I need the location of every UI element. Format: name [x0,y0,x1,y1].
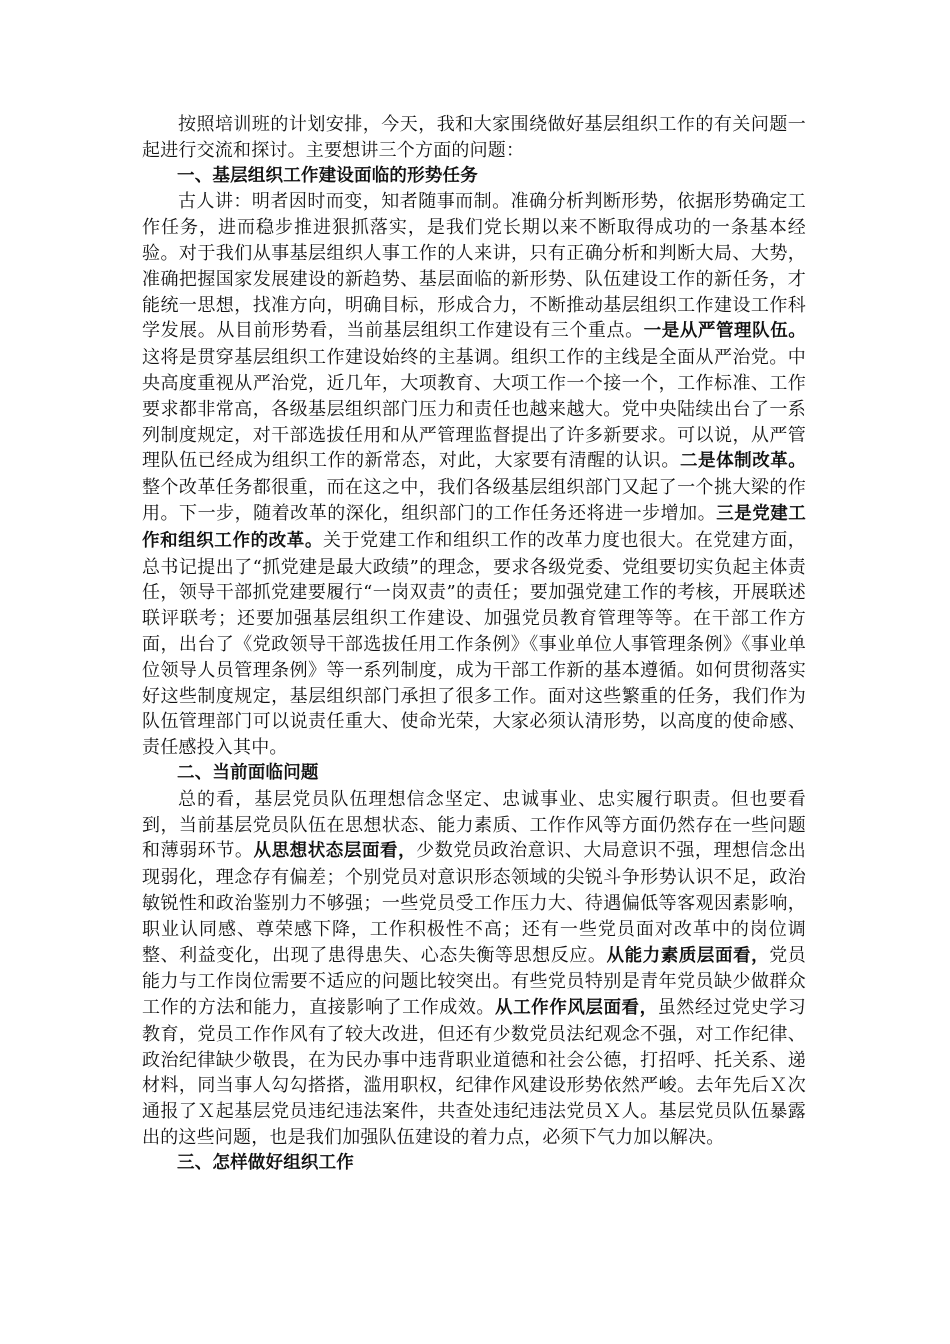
key-point-1: 一是从严管理队伍。 [643,321,806,342]
section-2-text-d: 党员能力与工作岗位需要不适应的问题比较突出。有些党员特别是青年党员缺少做群众工作的方法和能力，直接影响了工作成效。 [142,944,806,1019]
section-2-text-e: 虽然经过党史学习教育，党员工作作风有了较大改进，但还有少数党员法纪观念不强，对工作纪律、政治纪律缺少敬畏，在为民办事中违背职业道德和社会公德，打招呼、托关系、递材料，同当事人勾勾搭搭，滥用职权，纪律作风建设形势依然严峻。去年先后Ｘ次通报了Ｘ起基层党员违纪违法案件，共查处违纪违法党员Ｘ人。基层党员队伍暴露出的这些问题，也是我们加强队伍建设的着力点，必须下气力加以解决。 [142,997,806,1149]
aspect-ability: 从能力素质层面看， [606,945,770,966]
aspect-thinking: 从思想状态层面看， [253,841,417,862]
document-body [142,112,806,1177]
intro-paragraph: 按照培训班的计划安排，今天，我和大家围绕做好基层组织工作的有关问题一起进行交流和探讨。主要想讲三个方面的问题： [142,114,806,161]
key-point-3: 三是党建工作和组织工作的改革。 [142,503,806,551]
section-2-text-c: 少数党员政治意识、大局意识不强，理想信念出现弱化，理念存有偏差；个别党员对意识形态领域的尖锐斗争形势认识不足，政治敏锐性和政治鉴别力不够强；一些党员受工作压力大、待遇偏低等客观因素影响，职业认同感、尊荣感下降，工作积极性不高；还有一些党员面对改革中的岗位调整、利益变化，出现了患得患失、心态失衡等思想反应。 [142,840,806,966]
section-1-text-d: 整个改革任务都很重，而在这之中，我们各级基层组织部门又起了一个挑大梁的作用。下一步，随着改革的深化，组织部门的工作任务还将进一步增加。 [142,477,806,524]
section-1-text-c: 这将是贯穿基层组织工作建设始终的主基调。组织工作的主线是全面从严治党。中央高度重视从严治党，近几年，大项教育、大项工作一个接一个，工作标准、工作要求都非常高，各级基层组织部门压力和责任也越来越大。党中央陆续出台了一系列制度规定，对干部选拔任用和从严管理监督提出了许多新要求。可以说，从严管理队伍已经成为组织工作的新常态，对此，大家要有清醒的认识。 [142,347,806,472]
section-1-heading: 一、基层组织工作建设面临的形势任务 [177,165,478,186]
section-1-text-a: 古人讲：明者因时而变，知者随事而制。准确分析判断形势，依据形势确定工作任务，进而稳步推进狠抓落实，是我们党长期以来不断取得成功的一条基本经验。对于我们从事基层组织人事工作的人来讲，只有正确分析和判断大局、大势，准确把握国家发展建设的新趋势、基层面临的新形势、队伍建设工作的新任务，才能统一思想，找准方向，明确目标，形成合力，不断推动基层组织工作建设工作科学发展。从目前形势看，当前基层组织工作建设有三个重点。 [142,191,806,342]
aspect-work-style: 从工作作风层面看， [495,998,658,1019]
key-point-2: 二是体制改革。 [680,451,807,472]
section-2-paragraph [142,787,806,1151]
section-3-heading: 三、怎样做好组织工作 [177,1152,354,1173]
section-2-heading: 二、当前面临问题 [177,762,319,783]
section-2-text-a: 总的看，基层党员队伍理想信念坚定、忠诚事业、忠实履行职责。但也要看到，当前基层党员队伍在思想状态、能力素质、工作作风等方面仍然存在一些问题和薄弱环节。 [142,788,806,862]
section-1-text-e: 关于党建工作和组织工作的改革力度也很大。在党建方面，总书记提出了“抓党建是最大政绩”的理念，要求各级党委、党组要切实负起主体责任，领导干部抓党建要履行“一岗双责”的责任；要加强党建工作的考核，开展联述联评联考；还要加强基层组织工作建设、加强党员教育管理等等。在干部工作方面，出台了《党政领导干部选拔任用工作条例》《事业单位人事管理条例》《事业单位领导人员管理条例》等一系列制度，成为干部工作新的基本遵循。如何贯彻落实好这些制度规定，基层组织部门承担了很多工作。面对这些繁重的任务，我们作为队伍管理部门可以说责任重大、使命光荣，大家必须认清形势，以高度的使命感、责任感投入其中。 [142,529,807,759]
section-1-paragraph [142,189,806,761]
